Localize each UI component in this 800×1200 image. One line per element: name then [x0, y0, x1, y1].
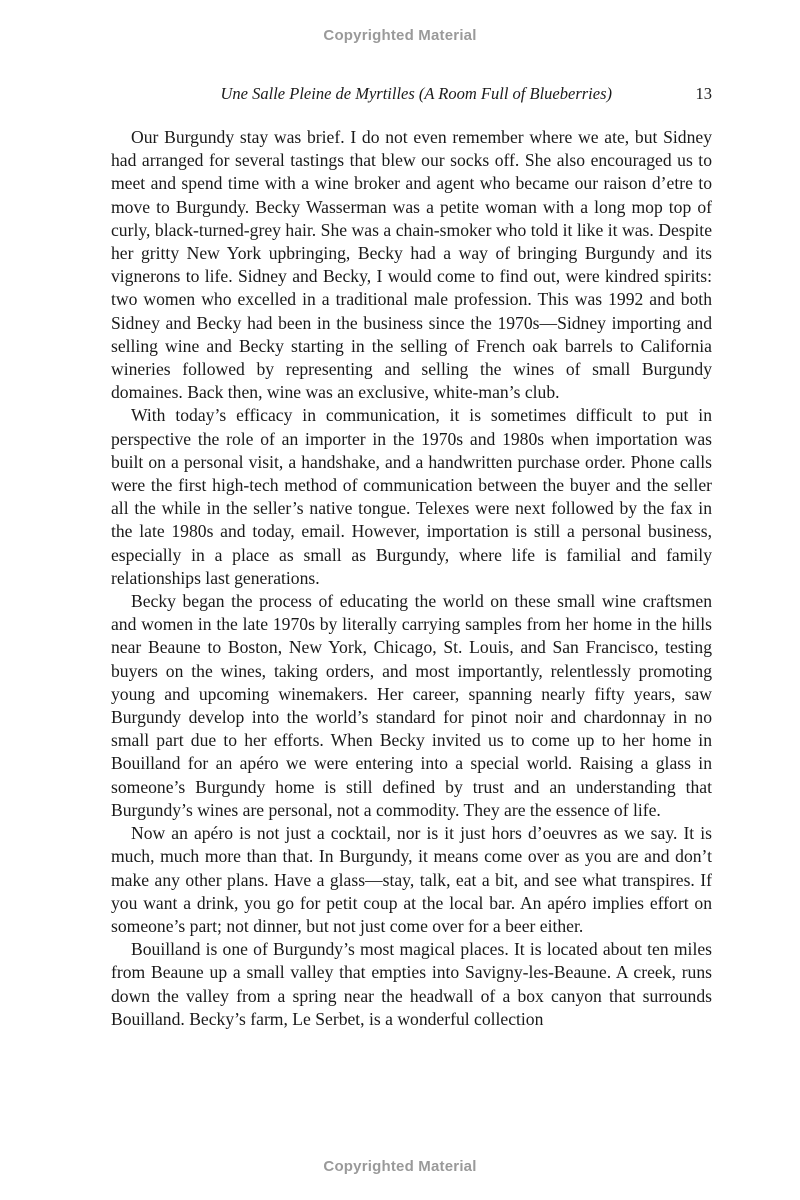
- paragraph: Bouilland is one of Burgundy’s most magical places. It is located about ten miles from Beaune up a small valley that empties into Savigny-les-Beaune. A creek, runs down the valley from a spring near the headwall of a box canyon that surrounds Bouilland. Becky’s farm, Le Serbet, is a wonderful collection: [111, 939, 712, 1029]
- paragraph: Our Burgundy stay was brief. I do not even remember where we ate, but Sidney had arranged for several tastings that blew our socks off. She also encouraged us to meet and spend time with a wine broker and agent who became our raison d’etre to move to Burgundy. Becky Wasserman was a petite woman with a long mop top of curly, black-turned-grey hair. She was a chain-smoker who told it like it was. Despite her gritty New York upbringing, Becky had a way of bringing Burgundy and its vignerons to life. Sidney and Becky, I would come to find out, were kindred spirits: two women who excelled in a traditional male profession. This was 1992 and both Sidney and Becky had been in the business since the 1970s—Sidney importing and selling wine and Becky starting in the selling of French oak barrels to California wineries followed by representing and selling the wines of small Burgundy domaines. Back then, wine was an exclusive, white-man’s club.: [111, 127, 712, 403]
- running-header: [110, 84, 712, 106]
- running-title: Une Salle Pleine de Myrtilles (A Room Full of Blueberries): [220, 84, 612, 103]
- paragraph: Becky began the process of educating the world on these small wine craftsmen and women in the late 1970s by literally carrying samples from her home in the hills near Beaune to Boston, New York, Chicago, St. Louis, and San Francisco, testing buyers on the wines, taking orders, and most importantly, relentlessly promoting young and upcoming winemakers. Her career, spanning nearly fifty years, saw Burgundy develop into the world’s standard for pinot noir and chardonnay in no small part due to her efforts. When Becky invited us to come up to her home in Bouilland for an apéro we were entering into a special world. Raising a glass in someone’s Burgundy home is still defined by trust and an understanding that Burgundy’s wines are personal, not a commodity. They are the essence of life.: [111, 591, 712, 820]
- paragraph: Now an apéro is not just a cocktail, nor is it just hors d’oeuvres as we say. It is much, much more than that. In Burgundy, it means come over as you are and don’t make any other plans. Have a glass—stay, talk, eat a bit, and see what transpires. If you want a drink, you go for petit coup at the local bar. An apéro implies effort on someone’s part; not dinner, but not just come over for a beer either.: [111, 823, 712, 936]
- copyright-watermark-top: Copyrighted Material: [323, 27, 477, 44]
- page-number: 13: [695, 84, 712, 103]
- copyright-watermark-bottom: Copyrighted Material: [323, 1158, 477, 1175]
- paragraph: With today’s efficacy in communication, it is sometimes difficult to put in perspective the role of an importer in the 1970s and 1980s when importation was built on a personal visit, a handshake, and a handwritten purchase order. Phone calls were the first high-tech method of communication between the buyer and the seller all the while in the seller’s native tongue. Telexes were next followed by the fax in the late 1980s and today, email. However, importation is still a personal business, especially in a place as small as Burgundy, where life is familial and family relationships last generations.: [111, 405, 712, 588]
- body-text: [111, 126, 712, 1031]
